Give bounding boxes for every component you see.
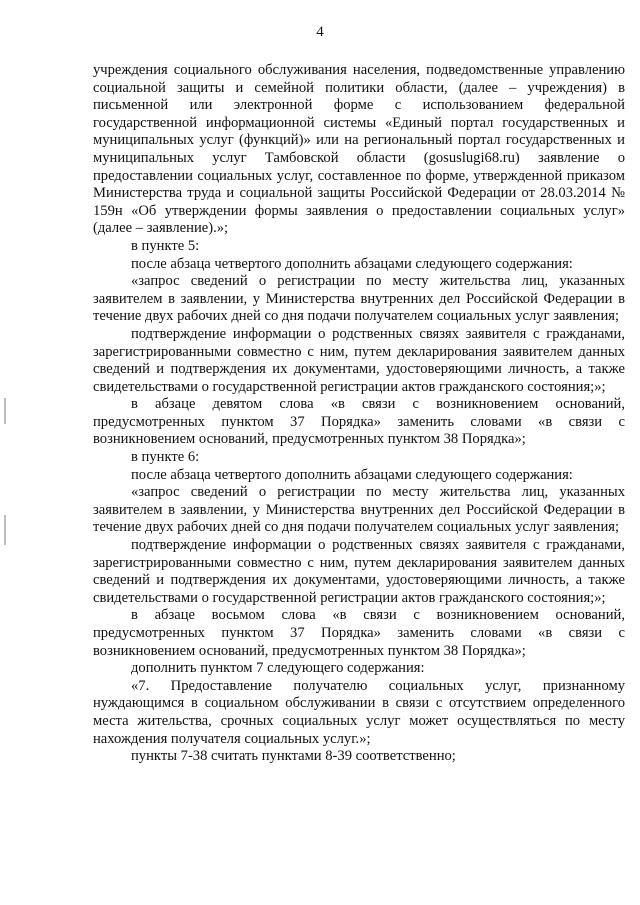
document-paragraph: дополнить пунктом 7 следующего содержания:	[131, 660, 425, 677]
document-paragraph: в абзаце восьмом слова «в связи с возникновением оснований, предусмотренных пунктом 37 Порядка» заменить словами «в связи с возникновением оснований, предусмотренных пунктом 38 Порядка»;	[93, 607, 625, 659]
document-paragraph: в абзаце девятом слова «в связи с возникновением оснований, предусмотренных пунктом 37 Порядка» заменить словами «в связи с возникновением оснований, предусмотренных пунктом 38 Порядка»;	[93, 396, 625, 448]
document-paragraph: подтверждение информации о родственных связях заявителя с гражданами, зарегистрированными совместно с ним, путем декларирования заявителем данных сведений и подтверждения их документами, удостоверяющими личность, а также свидетельствами о государственной регистрации актов гражданского состояния;»;	[93, 537, 625, 606]
document-paragraph: пункты 7-38 считать пунктами 8-39 соответственно;	[131, 748, 456, 765]
document-body	[93, 62, 625, 766]
page-number: 4	[316, 24, 324, 40]
document-paragraph: в пункте 6:	[131, 449, 200, 466]
document-paragraph: в пункте 5:	[131, 237, 200, 254]
margin-scan-mark	[4, 398, 6, 424]
document-paragraph: «запрос сведений о регистрации по месту жительства лиц, указанных заявителем в заявлении, у Министерства внутренних дел Российской Федерации в течение двух рабочих дней со дня подачи получателем социальных услуг заявления;	[93, 484, 625, 536]
document-paragraph: после абзаца четвертого дополнить абзацами следующего содержания:	[131, 466, 573, 483]
margin-scan-mark	[4, 515, 6, 545]
document-paragraph: «запрос сведений о регистрации по месту жительства лиц, указанных заявителем в заявлении, у Министерства внутренних дел Российской Федерации в течение двух рабочих дней со дня подачи получателем социальных услуг заявления;	[93, 273, 625, 325]
document-paragraph: подтверждение информации о родственных связях заявителя с гражданами, зарегистрированными совместно с ним, путем декларирования заявителем данных сведений и подтверждения их документами, удостоверяющими личность, а также свидетельствами о государственной регистрации актов гражданского состояния;»;	[93, 325, 625, 395]
document-paragraph: «7. Предоставление получателю социальных услуг, признанному нуждающимся в социальном обслуживании в связи с отсутствием определенного места жительства, срочных социальных услуг может осуществляться по месту нахождения получателя социальных услуг.»;	[93, 677, 625, 747]
document-paragraph: после абзаца четвертого дополнить абзацами следующего содержания:	[131, 255, 573, 272]
document-paragraph: учреждения социального обслуживания населения, подведомственные управлению социальной защиты и семейной политики области, (далее – учреждения) в письменной или электронной форме с использованием федеральной государственной информационной системы «Единый портал государственных и муниципальных услуг (функций)» или на региональный портал государственных и муниципальных услуг Тамбовской области (gosuslugi68.ru) заявление о предоставлении социальных услуг, составленное по форме, утвержденной приказом Министерства труда и социальной защиты Российской Федерации от 28.03.2014 № 159н «Об утверждении формы заявления о предоставлении социальных услуг» (далее – заявление).»;	[93, 62, 625, 237]
